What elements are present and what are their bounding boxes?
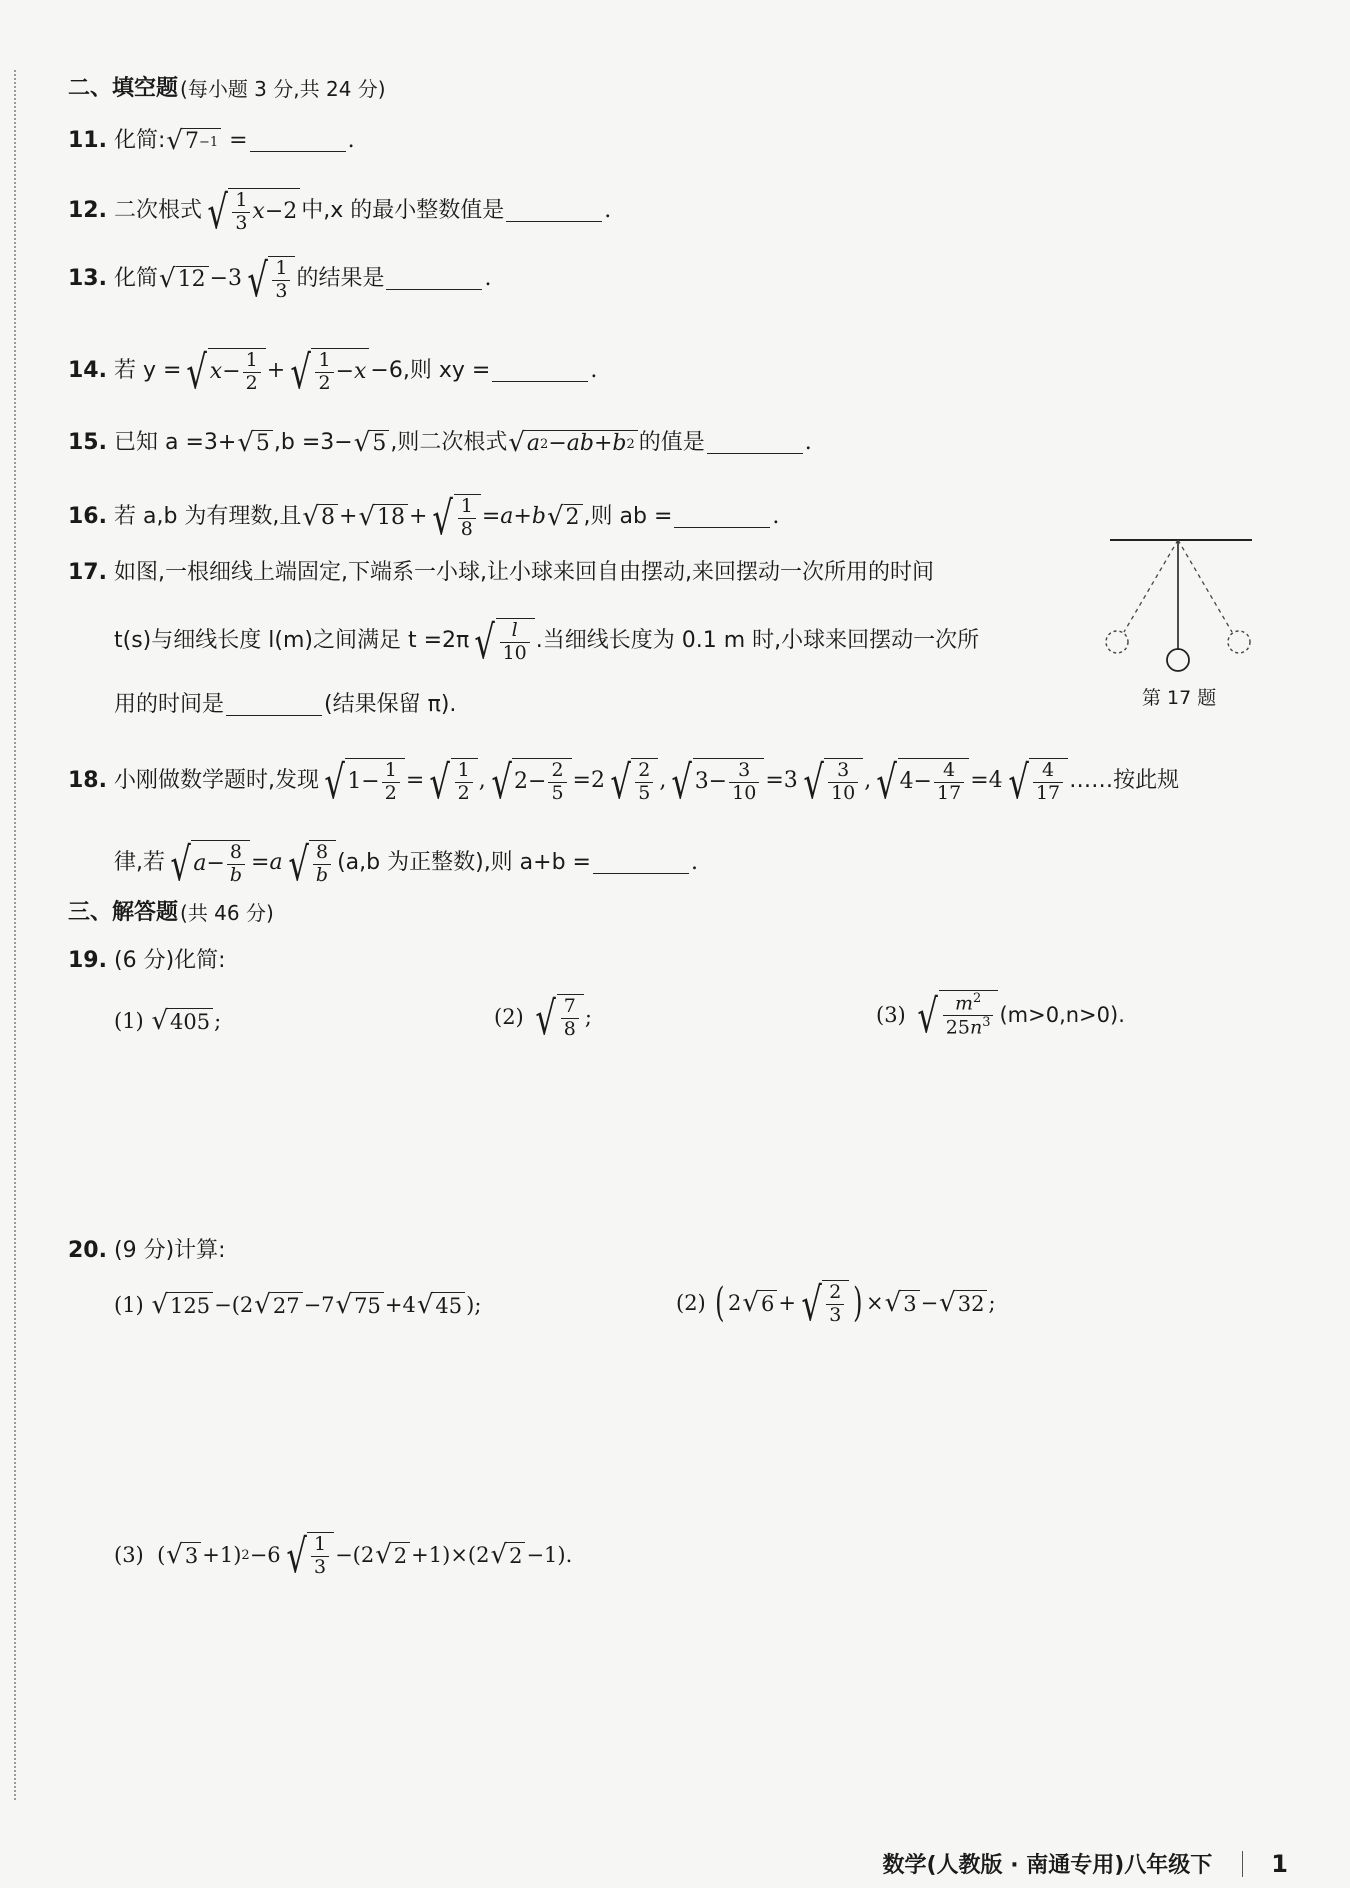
q14-tail: −6,则 xy = bbox=[370, 358, 491, 384]
question-17-line3 bbox=[114, 694, 456, 716]
q12-number: 12. bbox=[68, 198, 107, 224]
footer-separator bbox=[1242, 1851, 1243, 1877]
q11-answer-blank[interactable] bbox=[250, 131, 346, 152]
page-number: 1 bbox=[1271, 1849, 1288, 1878]
q17-line1: 如图,一根细线上端固定,下端系一小球,让小球来回自由摆动,来回摆动一次所用的时间 bbox=[114, 560, 934, 585]
q18-number: 18. bbox=[68, 768, 107, 794]
q15-lead: 已知 a =3+ bbox=[114, 430, 237, 455]
q18-tail: ……按此规 bbox=[1069, 768, 1180, 794]
q11-number: 11. bbox=[68, 128, 107, 153]
q11-expression: √ 7 −1 = bbox=[166, 126, 248, 156]
q15-answer-blank[interactable] bbox=[707, 433, 803, 454]
question-13: 13. 化简 √ 12 −3 √ $\frac{1}{3}$ 的结果是 . bbox=[68, 252, 492, 307]
q20-part2: (2) ( 2 √ 6 + √ $\frac{2}{3}$ ) × √ 3 − √ 32 ; bbox=[676, 1276, 996, 1331]
question-15: 15. 已知 a =3+ √ 5 ,b =3− √ 5 ,则二次根式 √ a 2 − ab + b 2 的值是 . bbox=[68, 428, 812, 458]
q13-expression: √ 12 −3 √ $\frac{1}{3}$ bbox=[158, 256, 296, 303]
q19-number: 19. bbox=[68, 948, 107, 973]
question-14: 14. 若 y = √ x − $\frac{1}{2}$ + √ $\frac{1}{2}$ − x −6,则 xy = . bbox=[68, 344, 598, 399]
q17-answer-blank[interactable] bbox=[226, 695, 322, 716]
section3-title: 三、解答题 bbox=[68, 900, 179, 925]
q18-answer-blank[interactable] bbox=[593, 853, 689, 874]
q13-number: 13. bbox=[68, 266, 107, 292]
q12-answer-blank[interactable] bbox=[506, 201, 602, 222]
q20-part1: (1) √ 125 −(2 √ 27 −7 √ 75 +4 √ 45 ); bbox=[114, 1290, 482, 1320]
q18-pattern: √ 1− $\frac{1}{2}$ = √ $\frac{1}{2}$ , √ 2− $\frac{2}{5}$ =2 √ $\frac{2}{5}$ , √ 3− $\frac{3}{10}$ =3 √ $\frac{3}{10}$ , √ 4− $\frac{4}{17}$ =4 √ $\frac{4}{17}$ bbox=[319, 758, 1069, 805]
q13-tail: 的结果是 bbox=[296, 266, 385, 292]
question-18-line2: 律,若 √ a − $\frac{8}{b}$ = a √ $\frac{8}{b}$ (a,b 为正整数),则 a+b = . bbox=[114, 836, 698, 891]
binding-dotted-line bbox=[14, 70, 16, 1800]
question-16: 16. 若 a,b 为有理数,且 √ 8 + √ 18 + √ $\frac{1}{8}$ = a + b √ 2 ,则 ab = . bbox=[68, 490, 780, 545]
q16-number: 16. bbox=[68, 504, 107, 530]
q14-expression: √ x − $\frac{1}{2}$ + √ $\frac{1}{2}$ − x bbox=[181, 348, 370, 395]
q12-lead: 二次根式 bbox=[114, 198, 203, 224]
question-17-line2 bbox=[114, 614, 980, 669]
q12-tail: 中,x 的最小整数值是 bbox=[301, 198, 505, 224]
section2-title: 二、填空题 bbox=[68, 76, 179, 101]
page-footer bbox=[883, 1848, 1289, 1879]
q19-part3-condition: (m>0,n>0). bbox=[999, 1002, 1125, 1027]
q17-formula: √ $\frac{l}{10}$ bbox=[469, 618, 536, 665]
q18-equation: √ a − $\frac{8}{b}$ = a √ $\frac{8}{b}$ bbox=[165, 840, 337, 887]
q17-line3a: 用的时间是 bbox=[114, 692, 225, 717]
q19-part1-label: (1) bbox=[114, 1009, 144, 1033]
q17-line2a: t(s)与细线长度 l(m)之间满足 t =2π bbox=[114, 628, 470, 654]
pendulum-left-ball bbox=[1106, 631, 1128, 653]
q20-part3: (3) ( √ 3 +1) 2 −6 √ $\frac{1}{3}$ −(2 √ 2 +1)×(2 √ 2 −1). bbox=[114, 1528, 573, 1583]
pendulum-figure bbox=[1100, 532, 1260, 682]
q17-line3b: (结果保留 π). bbox=[324, 692, 457, 717]
footer-book-title: 数学(人教版 · 南通专用)八年级下 bbox=[882, 1853, 1213, 1878]
q13-answer-blank[interactable] bbox=[386, 269, 482, 290]
q15-mid1: ,b =3− bbox=[273, 430, 353, 455]
q15-mid2: ,则二次根式 bbox=[390, 430, 508, 455]
section3-heading bbox=[68, 902, 274, 924]
q18-lead: 小刚做数学题时,发现 bbox=[114, 768, 319, 794]
q12-expression: √ $\frac{1}{3}$ x −2 bbox=[202, 188, 301, 235]
q19-part1: (1) √ 405 ; bbox=[114, 1006, 222, 1036]
q19-part2: (2) √ $\frac{7}{8}$ ; bbox=[494, 990, 592, 1045]
question-20 bbox=[68, 1240, 226, 1262]
section3-note: (共 46 分) bbox=[180, 901, 274, 925]
q20-part1-label: (1) bbox=[114, 1293, 144, 1317]
q14-answer-blank[interactable] bbox=[492, 361, 588, 382]
section2-heading bbox=[68, 78, 386, 100]
q15-expression: √ a 2 − ab + b 2 bbox=[507, 430, 638, 456]
q19-part2-label: (2) bbox=[494, 1005, 524, 1030]
q20-lead: (9 分)计算: bbox=[114, 1238, 226, 1263]
pendulum-right-dashed-string bbox=[1178, 540, 1232, 632]
q19-part3: (3) √ $\frac{m^2}{25n^3}$ (m>0,n>0). bbox=[876, 989, 1125, 1044]
q11-lead: 化简: bbox=[114, 128, 166, 153]
question-17-line1 bbox=[68, 562, 934, 584]
q14-number: 14. bbox=[68, 358, 107, 384]
q17-line2b: .当细线长度为 0.1 m 时,小球来回摆动一次所 bbox=[535, 628, 980, 654]
pendulum-ball bbox=[1167, 649, 1189, 671]
pendulum-left-dashed-string bbox=[1124, 540, 1178, 632]
q16-expression: √ 8 + √ 18 + √ $\frac{1}{8}$ = a + b √ 2 bbox=[301, 494, 583, 541]
q15-tail: 的值是 bbox=[638, 430, 705, 455]
section2-note: (每小题 3 分,共 24 分) bbox=[180, 77, 386, 101]
q18-line2b: (a,b 为正整数),则 a+b = bbox=[337, 850, 591, 876]
q20-part2-label: (2) bbox=[676, 1291, 706, 1316]
question-12: 12. 二次根式 √ $\frac{1}{3}$ x −2 中,x 的最小整数值是 . bbox=[68, 184, 612, 239]
question-11: 11. 化简: √ 7 −1 = . bbox=[68, 126, 355, 156]
question-19 bbox=[68, 950, 226, 972]
q18-line2a: 律,若 bbox=[114, 850, 165, 876]
figure-17-caption: 第 17 题 bbox=[1142, 687, 1217, 709]
q17-number: 17. bbox=[68, 560, 107, 585]
q16-answer-blank[interactable] bbox=[674, 507, 770, 528]
q15-number: 15. bbox=[68, 430, 107, 455]
q19-part3-label: (3) bbox=[876, 1002, 906, 1027]
q14-lead: 若 y = bbox=[114, 358, 182, 384]
q16-lead: 若 a,b 为有理数,且 bbox=[114, 504, 302, 530]
question-18-line1 bbox=[68, 754, 1180, 809]
q19-lead: (6 分)化简: bbox=[114, 948, 226, 973]
q20-part3-label: (3) bbox=[114, 1543, 144, 1568]
q16-tail: ,则 ab = bbox=[583, 504, 673, 530]
q13-lead: 化简 bbox=[114, 266, 159, 292]
pendulum-right-ball bbox=[1228, 631, 1250, 653]
q20-number: 20. bbox=[68, 1238, 107, 1263]
